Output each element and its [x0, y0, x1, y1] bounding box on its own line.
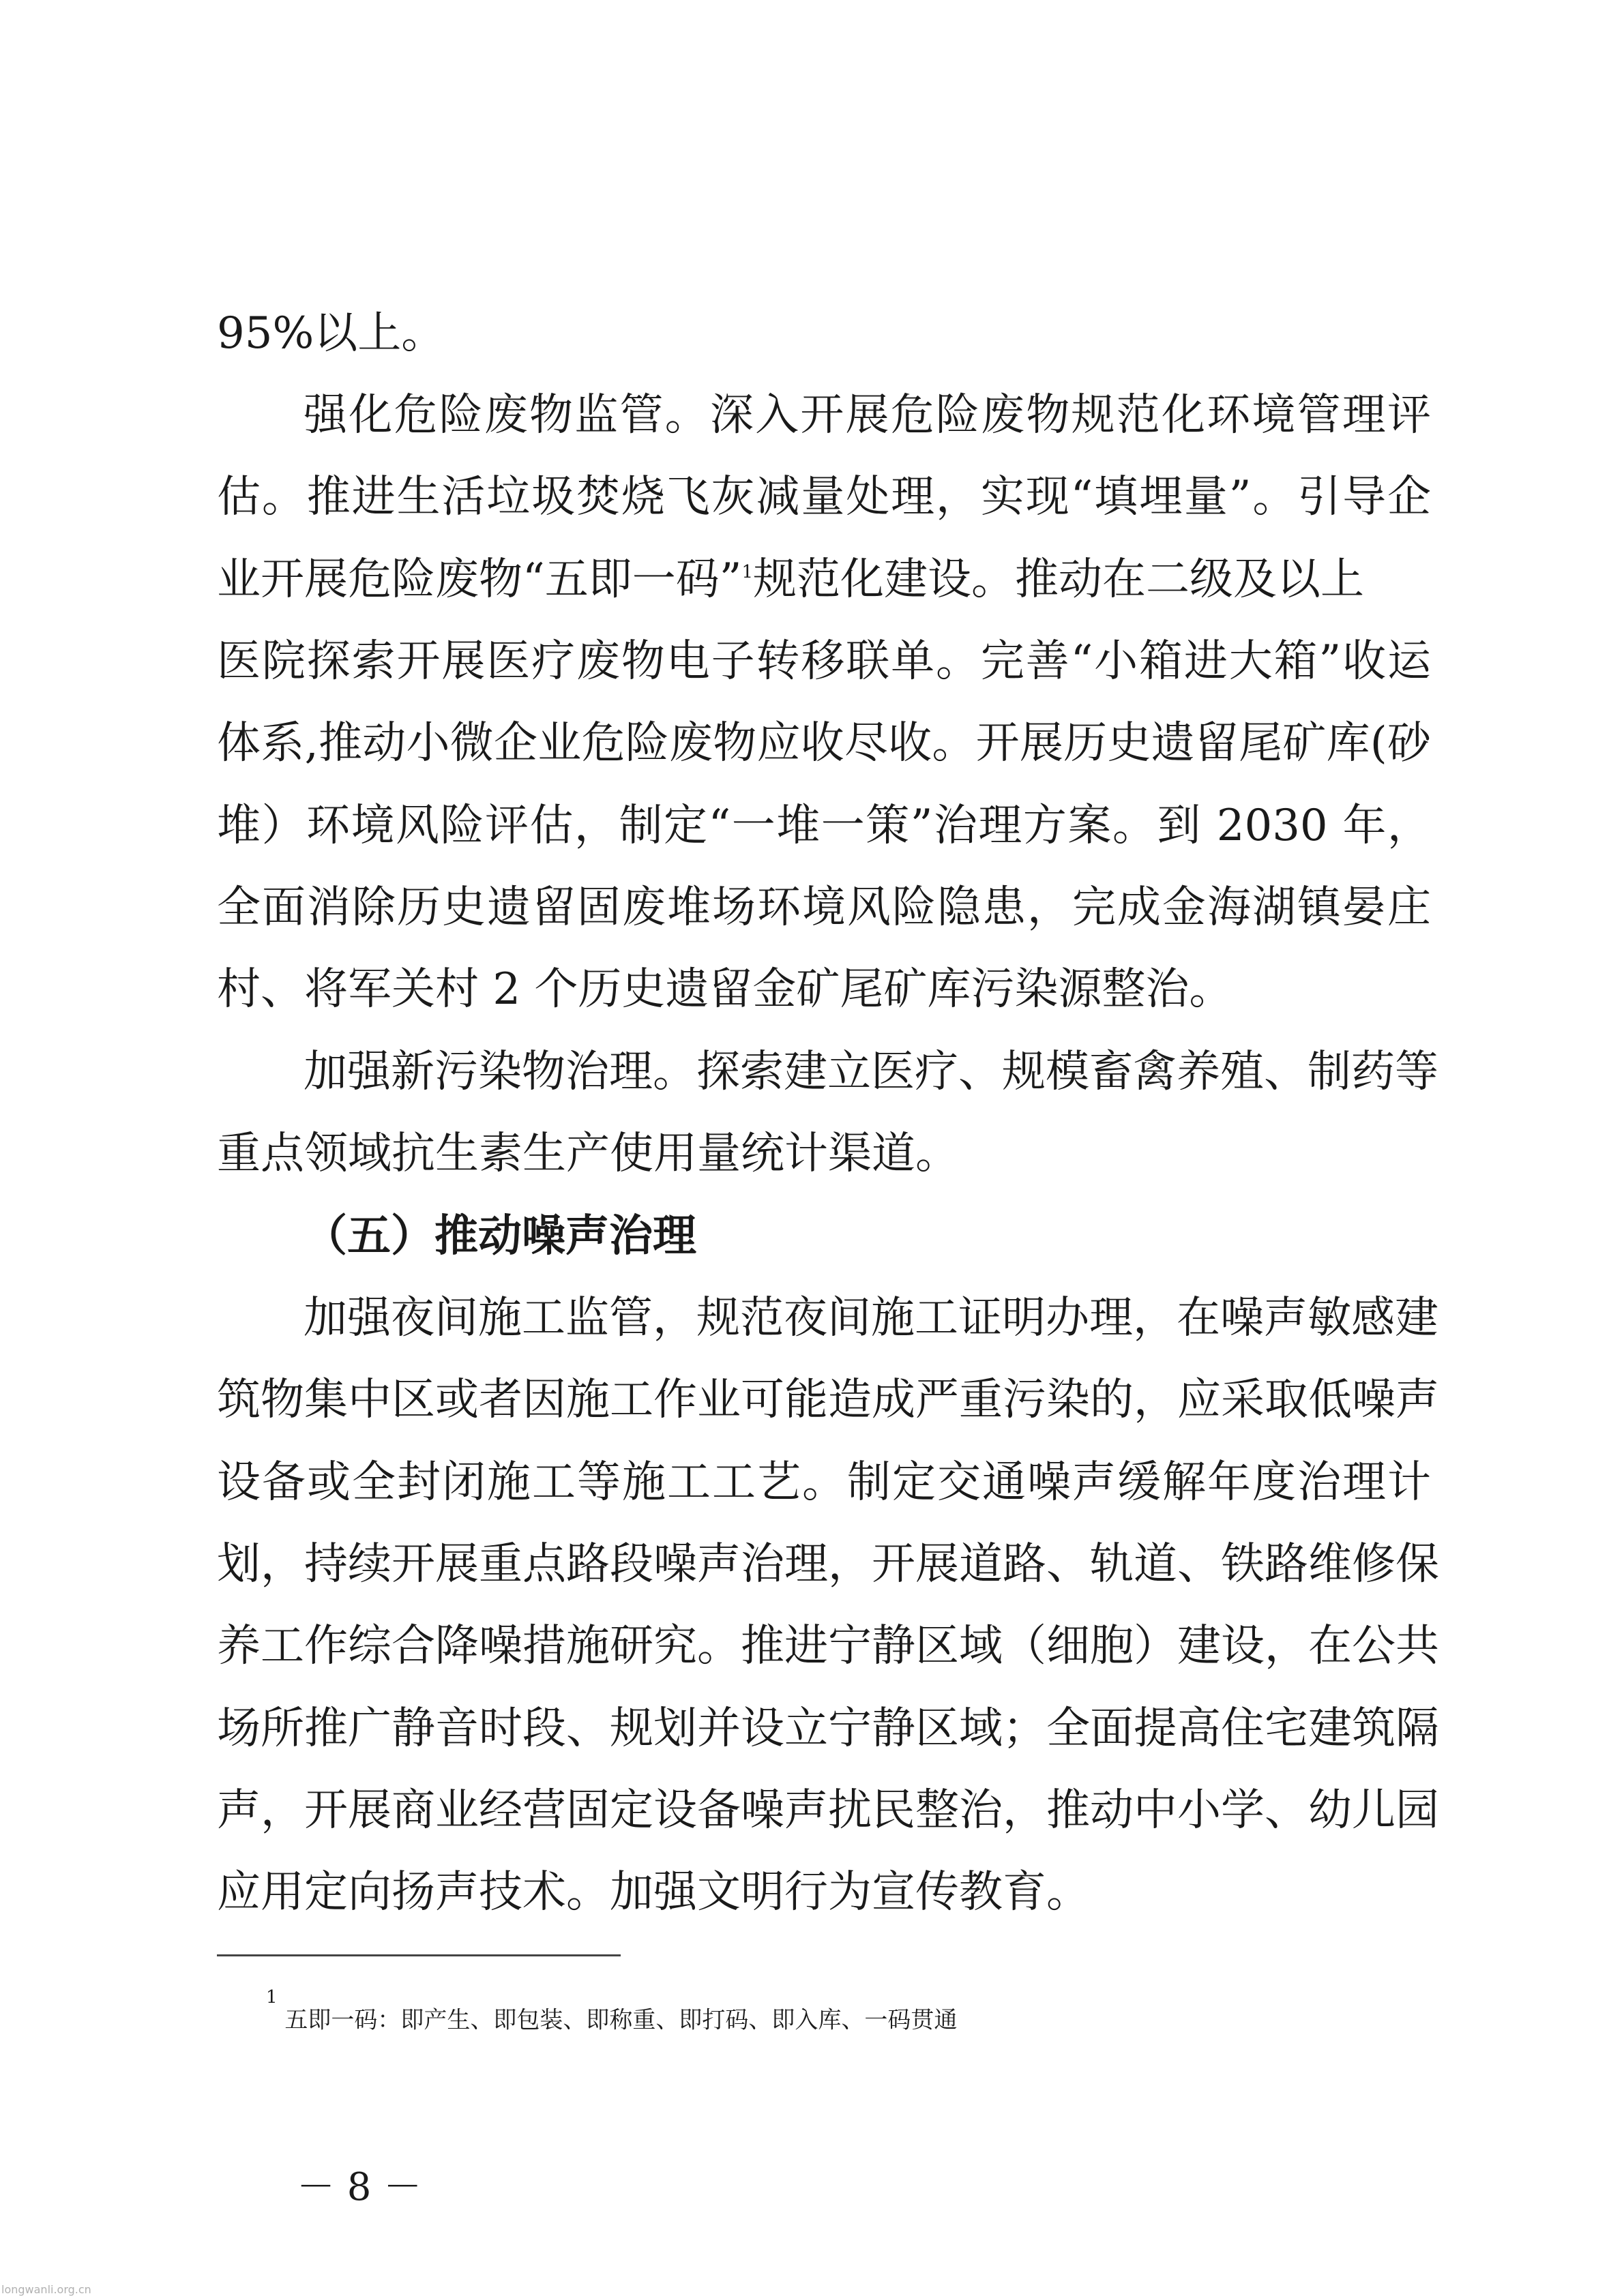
paragraph-noise-line: 筑物集中区或者因施工作业可能造成严重污染的，应采取低噪声 — [217, 1375, 1439, 1425]
text-line-continuation: 95%以上。 — [217, 308, 445, 359]
paragraph-noise-line: 加强夜间施工监管，规范夜间施工证明办理，在噪声敏感建 — [304, 1293, 1438, 1343]
paragraph-hazardous-waste-line: 强化危险废物监管。深入开展危险废物规范化环境管理评 — [304, 390, 1431, 441]
paragraph-noise-line: 应用定向扬声技术。加强文明行为宣传教育。 — [217, 1867, 1090, 1918]
paragraph-hazardous-waste-line: 全面消除历史遗留固废堆场环境风险隐患，完成金海湖镇晏庄 — [217, 882, 1431, 933]
text-segment: 规范化建设。推动在二级及以上 — [752, 554, 1364, 605]
paragraph-noise-line: 养工作综合降噪措施研究。推进宁静区域（细胞）建设，在公共 — [217, 1621, 1439, 1671]
paragraph-hazardous-waste-line: 堆）环境风险评估，制定“一堆一策”治理方案。到 2030 年， — [217, 801, 1431, 851]
footnote — [266, 1987, 958, 2034]
paragraph-noise-line: 声，开展商业经营固定设备噪声扰民整治，推动中小学、幼儿园 — [217, 1785, 1439, 1836]
footnote-separator — [217, 1954, 621, 1956]
paragraph-noise-line: 设备或全封闭施工等施工工艺。制定交通噪声缓解年度治理计 — [217, 1457, 1431, 1508]
page-number: － 8 － — [297, 2165, 422, 2209]
paragraph-noise-line: 划，持续开展重点路段噪声治理，开展道路、轨道、铁路维修保 — [217, 1539, 1439, 1590]
paragraph-hazardous-waste-line: 体系,推动小微企业危险废物应收尽收。开展历史遗留尾矿库(砂 — [217, 718, 1431, 769]
paragraph-hazardous-waste-line: 估。推进生活垃圾焚烧飞灰减量处理，实现“填埋量”。引导企 — [217, 472, 1431, 522]
footnote-reference[interactable]: 1 — [741, 562, 753, 582]
paragraph-new-pollutants-line: 重点领域抗生素生产使用量统计渠道。 — [217, 1129, 959, 1179]
watermark: longwanli.org.cn — [1, 2283, 91, 2296]
paragraph-new-pollutants-line: 加强新污染物治理。探索建立医疗、规模畜禽养殖、制药等 — [304, 1047, 1438, 1097]
section-heading: （五）推动噪声治理 — [304, 1211, 696, 1262]
text-segment: 业开展危险废物“五即一码” — [217, 554, 742, 605]
footnote-marker: 1 — [266, 1987, 278, 2008]
footnote-text: 五即一码：即产生、即包装、即称重、即打码、即入库、一码贯通 — [284, 2006, 958, 2034]
paragraph-noise-line: 场所推广静音时段、规划并设立宁静区域；全面提高住宅建筑隔 — [217, 1703, 1439, 1754]
paragraph-hazardous-waste-line: 医院探索开展医疗废物电子转移联单。完善“小箱进大箱”收运 — [217, 636, 1431, 687]
paragraph-hazardous-waste-line: 村、将军关村 2 个历史遗留金矿尾矿库污染源整治。 — [217, 964, 1233, 1015]
paragraph-hazardous-waste-line — [217, 554, 1431, 605]
